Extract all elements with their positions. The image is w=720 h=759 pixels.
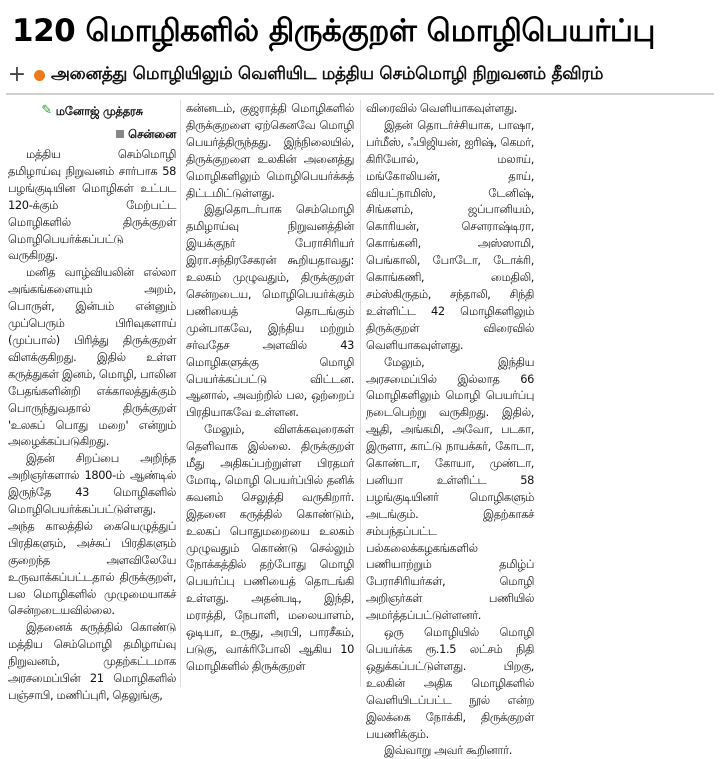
paragraph: கன்னடம், குஜராத்தி மொழிகளில் திருக்குறளை ஏற்கெனவே மொழி பெயர்த்திருந்தது. இந்நிலையில், திருக்குறளை உலகின் அனைத்து மொழிகளிலும் மொழிபெயர்க்கத் திட்டமிட்டுள்ளது. (186, 101, 354, 200)
article-column-3 (366, 100, 534, 758)
orange-dot-icon (34, 70, 45, 81)
paragraph: மேலும், இந்திய அரசமைப்பில் இல்லாத 66 மொழிகளிலும் மொழி பெயர்ப்பு நடைபெற்று வருகிறது. இதில், ஆதி, அங்கமி, அவோ, படகா, இருளா, காட்டு நாயக்கர், கோடா, கொண்டா, கோயா, முண்டா, பனியா உள்ளிட்ட 58 பழங்குடியினர் மொழிகளும் அடங்கும். இதற்காகச் சம்பந்தப்பட்ட பல்கலைக்கழகங்களில் பணியாற்றும் தமிழ்ப் பேராசிரியர்கள், மொழி அறிஞர்கள் பணியில் அமர்த்தப்பட்டுள்ளனர். (366, 354, 534, 623)
paragraph: இதுதொடர்பாக செம்மொழி தமிழாய்வு நிறுவனத்தின் இயக்குநர் பேராசிரியர் இரா.சந்திரசேகரன் கூறியதாவது: உலகம் முழுவதும், திருக்குறள் சென்றடைய, மொழிபெயர்க்கும் பணியைத் தொடங்கும் முன்பாகவே, இந்திய மற்றும் சர்வதேச அளவில் 43 மொழிகளுக்கு மொழி பெயர்க்கப்பட்டு விட்டன. ஆனால், அவற்றில் பல, ஒற்றைப் பிரதியாகவே உள்ளன. (186, 202, 354, 420)
pen-icon: ✎ (41, 102, 52, 118)
article-column-2 (186, 100, 354, 687)
paragraph: இதனைக் கருத்தில் கொண்டு மத்திய செம்மொழி தமிழாய்வு நிறுவனம், முதற்கட்டமாக அரசமைப்பின் 21 மொழிகளில் பஞ்சாபி, மணிப்புரி, தெலுங்கு, (8, 620, 176, 702)
headline: 120 மொழிகளில் திருக்குறள் மொழிபெயர்ப்பு (12, 13, 655, 49)
byline (8, 100, 176, 122)
paragraph: இதன் சிறப்பை அறிந்த அறிஞர்களால் 1800-ம் ஆண்டில் இருந்தே 43 மொழிகளில் மொழிபெயர்க்கப்பட்டுள்ளது. அந்த காலத்தில் கையெழுத்துப் பிரதிகளும், அச்சுப் பிரதிகளும் குறைந்த அளவிலேயே உருவாக்கப்பட்டதால் திருக்குறள், பல மொழிகளில் முழுமையாகச் சென்றடையவில்லை. (8, 451, 176, 618)
header-divider (6, 93, 714, 95)
paragraph: இவ்வாறு அவர் கூறினார். (384, 743, 513, 758)
column-divider (360, 100, 361, 687)
byline-author: மனோஜ் முத்தரசு (55, 103, 143, 118)
paragraph: விரைவில் வெளியாகவுள்ளது. (366, 101, 518, 115)
article-column-1 (8, 100, 176, 702)
plus-icon: + (7, 62, 27, 87)
paragraph: மேலும், விளக்கவுரைகள் தெளிவாக இல்லை. திருக்குறள் மீது அதிகப்பற்றுள்ள பிரதமர் மோடி, மொழி பெயர்ப்பில் தனிக் கவனம் செலுத்தி வருகிறார். இதனை கருத்தில் கொண்டும், உலகப் பொதுமறையை உலகம் முழுவதும் கொண்டு செல்லும் நோக்கத்தில் தற்போது மொழி பெயர்ப்பு பணியைத் தொடங்கி உள்ளது. அதன்படி, இந்தி, மராத்தி, நேபாளி, மலையாளம், ஒடியா, உருது, அரபி, பாரசீகம், படுகு, வாக்ரிபோலி ஆகிய 10 மொழிகளில் திருக்குறள் (186, 422, 354, 673)
paragraph: இதன் தொடர்ச்சியாக, பாஷா, பர்மீஸ், ஃபிஜியன், ஐரிஷ், கெமர், கிரியோல், மலாய், மங்கோலியன், தாய், வியட்நாமிஸ், டேனிஷ், சிங்களம், ஜப்பானியம், கொரியன், சௌராஷ்டிரா, கொங்கனி, அஸ்ஸாமி, பெங்காலி, போடோ, டோக்ரி, கொங்கணி, மைதிலி, சம்ஸ்கிருதம், சந்தாலி, சிந்தி உள்ளிட்ட 42 மொழிகளிலும் திருக்குறள் விரைவில் வெளியாகவுள்ளது. (366, 117, 534, 352)
paragraph: ஒரு மொழியில் மொழி பெயர்க்க ரூ.1.5 லட்சம் நிதி ஒதுக்கப்பட்டுள்ளது. பிறகு, உலகின் அதிக மொழிகளில் வெளியிடப்பட்ட நூல் என்ற இலக்கை நோக்கி, திருக்குறள் பயணிக்கும். (366, 625, 534, 741)
subheadline-row (6, 60, 714, 90)
paragraph: மத்திய செம்மொழி தமிழாய்வு நிறுவனம் சார்பாக 58 பழங்குடியின மொழிகள் உட்பட 120-க்கும் மேற்பட்ட மொழிகளில் திருக்குறள் மொழிபெயர்க்கப்பட்டு வருகிறது. (8, 147, 176, 263)
paragraph: மனித வாழ்வியலின் எல்லா அங்கங்களையும் அறம், பொருள், இன்பம் என்னும் முப்பெரும் பிரிவுகளாய் (முப்பால்) பிரித்து திருக்குறள் விளக்குகிறது. இதில் உள்ள கருத்துகள் இனம், மொழி, பாலின பேதங்களின்றி எக்காலத்துக்கும் பொருந்துவதால் திருக்குறள் 'உலகப் பொது மறை' என்றும் அழைக்கப்படுகிறது. (8, 265, 176, 449)
square-icon (116, 130, 124, 138)
dateline (8, 124, 176, 144)
column-divider (180, 100, 181, 687)
subheadline: அனைத்து மொழியிலும் வெளியிட மத்திய செம்மொழி நிறுவனம் தீவிரம் (51, 64, 604, 84)
dateline-place: சென்னை (128, 126, 176, 141)
